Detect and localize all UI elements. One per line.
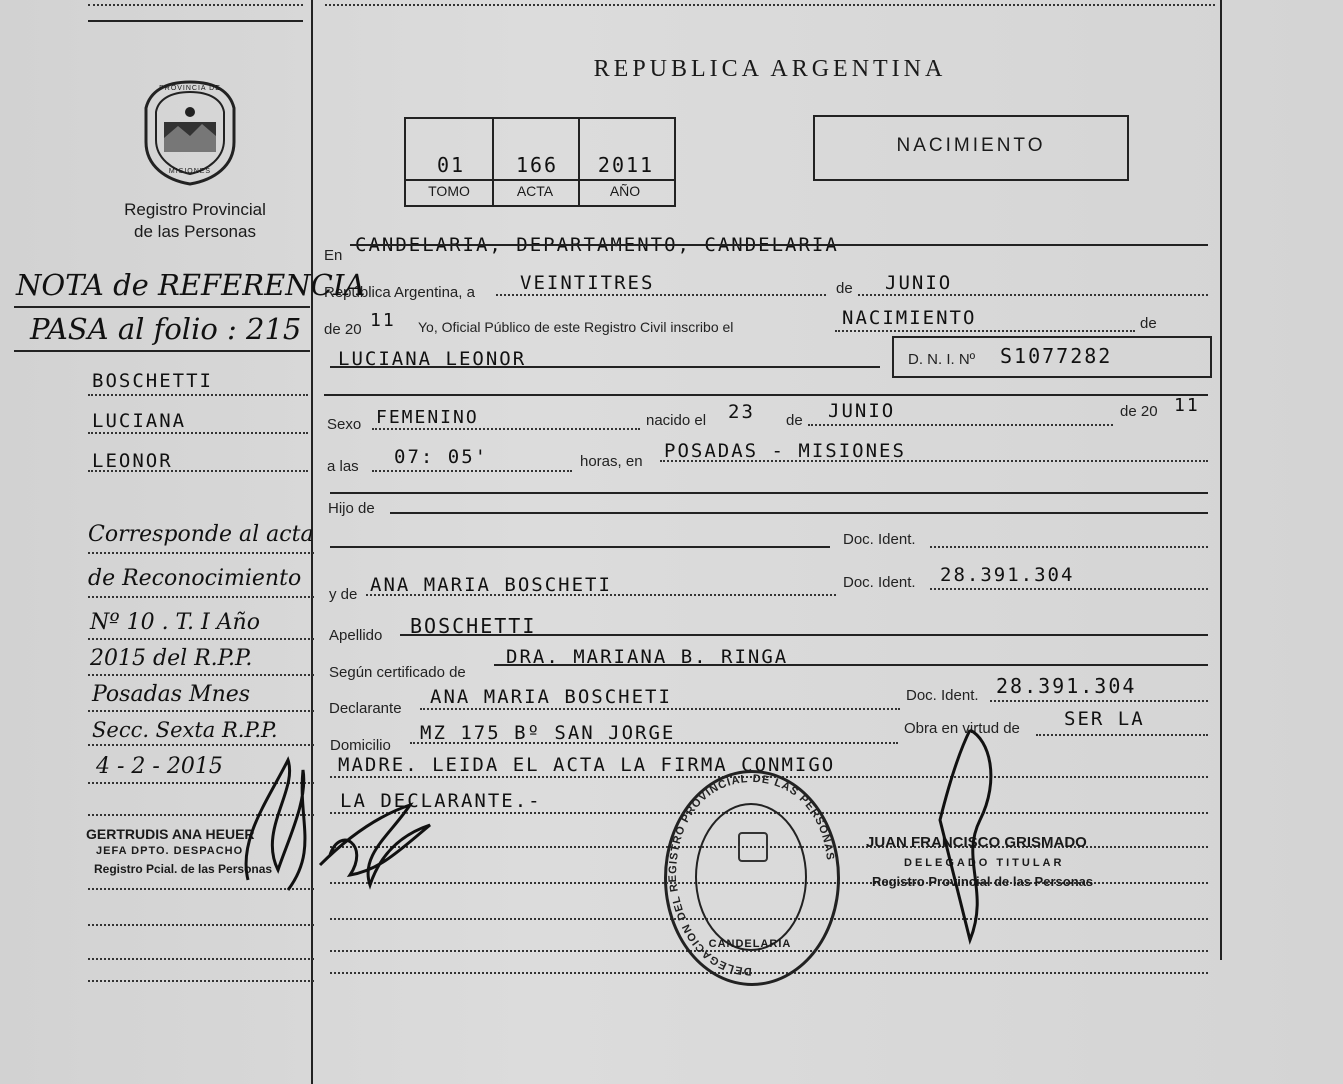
top-dotted-line-right xyxy=(325,4,1215,6)
right-official-title: DELEGADO TITULAR xyxy=(904,857,1065,869)
top-rule-left xyxy=(88,20,303,22)
anio-label: AÑO xyxy=(609,183,641,199)
margin-text-5: Posadas Mnes xyxy=(92,682,251,707)
margin-note-title-2: PASA al folio : 215 xyxy=(30,312,302,346)
left-signature xyxy=(310,795,440,895)
birth-day-value: 23 xyxy=(728,401,755,423)
dni-value: S1077282 xyxy=(1000,344,1113,368)
margin-text-1: Corresponde al acta xyxy=(88,522,314,547)
father-doc-label: Doc. Ident. xyxy=(843,531,916,548)
top-dotted-line-left xyxy=(88,4,303,6)
horas-label: horas, en xyxy=(580,453,643,470)
margin-text-6: Secc. Sexta R.P.P. xyxy=(92,718,278,742)
mother-doc-label: Doc. Ident. xyxy=(843,574,916,591)
act-type-label: NACIMIENTO xyxy=(896,135,1046,156)
declarante-value: ANA MARIA BOSCHETI xyxy=(430,686,672,708)
line3-label-b: Yo, Oficial Público de este Registro Civil inscribo el xyxy=(418,319,734,335)
birth-place-value: POSADAS - MISIONES xyxy=(664,440,906,462)
obra-value: SER LA xyxy=(1064,708,1145,730)
line3-label-a: de 20 xyxy=(324,321,362,338)
declarante-doc-label: Doc. Ident. xyxy=(906,687,979,704)
tomo-value: 01 xyxy=(436,153,466,177)
child-name-value: LUCIANA LEONOR xyxy=(338,348,527,370)
yde-label: y de xyxy=(329,586,358,603)
act-value: NACIMIENTO xyxy=(842,307,977,329)
sexo-label: Sexo xyxy=(327,416,362,433)
margin-name2: LEONOR xyxy=(92,450,173,472)
text-line-madre: MADRE. LEIDA EL ACTA LA FIRMA CONMIGO xyxy=(338,754,836,776)
seal-center-text: CANDELARIA xyxy=(708,938,792,950)
anio-value: 2011 xyxy=(597,153,655,177)
birth-time-value: 07: 05' xyxy=(394,446,489,468)
right-official-name: JUAN FRANCISCO GRISMADO xyxy=(866,834,1087,851)
left-official-title: JEFA DPTO. DESPACHO xyxy=(96,845,244,857)
alas-label: a las xyxy=(327,458,359,475)
de-label: de xyxy=(786,412,803,429)
segun-label: Según certificado de xyxy=(329,664,466,681)
acta-label: ACTA xyxy=(516,183,554,199)
birth-year-value: 11 xyxy=(1174,395,1200,416)
margin-text-7: 4 - 2 - 2015 xyxy=(96,754,223,779)
text-line-declarante: LA DECLARANTE.- xyxy=(340,790,542,812)
dni-box xyxy=(892,336,1212,378)
declarante-label: Declarante xyxy=(329,700,402,717)
record-number-table xyxy=(404,117,676,207)
emblem-bottom-text: MISIONES xyxy=(168,168,212,175)
tomo-label: TOMO xyxy=(428,183,470,199)
line2-label-b: de xyxy=(836,280,853,297)
margin-text-2: de Reconocimiento xyxy=(88,566,302,591)
left-official-org: Registro Pcial. de las Personas xyxy=(94,862,273,876)
margin-surname: BOSCHETTI xyxy=(92,370,213,392)
day-value: VEINTITRES xyxy=(520,272,655,294)
nacido-label: nacido el xyxy=(646,412,707,429)
year-value: 11 xyxy=(370,310,396,331)
margin-name1: LUCIANA xyxy=(92,410,187,432)
birth-month-value: JUNIO xyxy=(828,400,896,422)
month-value: JUNIO xyxy=(885,272,953,294)
mother-name-value: ANA MARIA BOSCHETI xyxy=(370,574,612,596)
line2-label-a: República Argentina, a xyxy=(324,284,475,301)
mother-doc-value: 28.391.304 xyxy=(940,564,1075,586)
declarante-doc-value: 28.391.304 xyxy=(996,674,1137,698)
left-official-name: GERTRUDIS ANA HEUER xyxy=(86,826,255,842)
right-signature xyxy=(930,720,1020,960)
certificado-value: DRA. MARIANA B. RINGA xyxy=(506,646,789,668)
registry-name-line1: Registro Provincial xyxy=(124,200,266,219)
seal-ring-text xyxy=(664,770,840,986)
right-official-org: Registro Provincial de las Personas xyxy=(872,874,1094,889)
sexo-value: FEMENINO xyxy=(376,407,479,428)
registry-name-line2: de las Personas xyxy=(134,222,256,241)
domicilio-value: MZ 175 Bº SAN JORGE xyxy=(420,722,676,744)
apellido-label: Apellido xyxy=(329,627,383,644)
apellido-value: BOSCHETTI xyxy=(410,614,537,638)
dni-label: D. N. I. Nº xyxy=(908,351,976,368)
act-type-box xyxy=(813,115,1129,181)
emblem-top-text: PROVINCIA DE xyxy=(159,85,221,92)
margin-text-4: 2015 del R.P.P. xyxy=(90,646,253,671)
country-title: REPUBLICA ARGENTINA xyxy=(593,56,947,82)
hijo-label: Hijo de xyxy=(328,500,375,517)
place-value: CANDELARIA, DEPARTAMENTO, CANDELARIA xyxy=(355,234,839,256)
margin-note-title-1: NOTA de REFERENCIA xyxy=(16,268,366,302)
seal-ring-label: DELEGACION DEL REGISTRO PROVINCIAL DE LAS PERSONAS xyxy=(666,772,837,978)
line1-label: En xyxy=(324,247,343,264)
obra-label: Obra en virtud de xyxy=(904,720,1020,737)
de20-label: de 20 xyxy=(1120,403,1158,420)
line3-label-c: de xyxy=(1140,315,1157,332)
domicilio-label: Domicilio xyxy=(330,737,391,754)
right-border xyxy=(1220,0,1222,960)
margin-text-3: Nº 10 . T. I Año xyxy=(90,610,260,635)
acta-value: 166 xyxy=(515,153,559,177)
seal-emblem-icon xyxy=(738,832,768,862)
